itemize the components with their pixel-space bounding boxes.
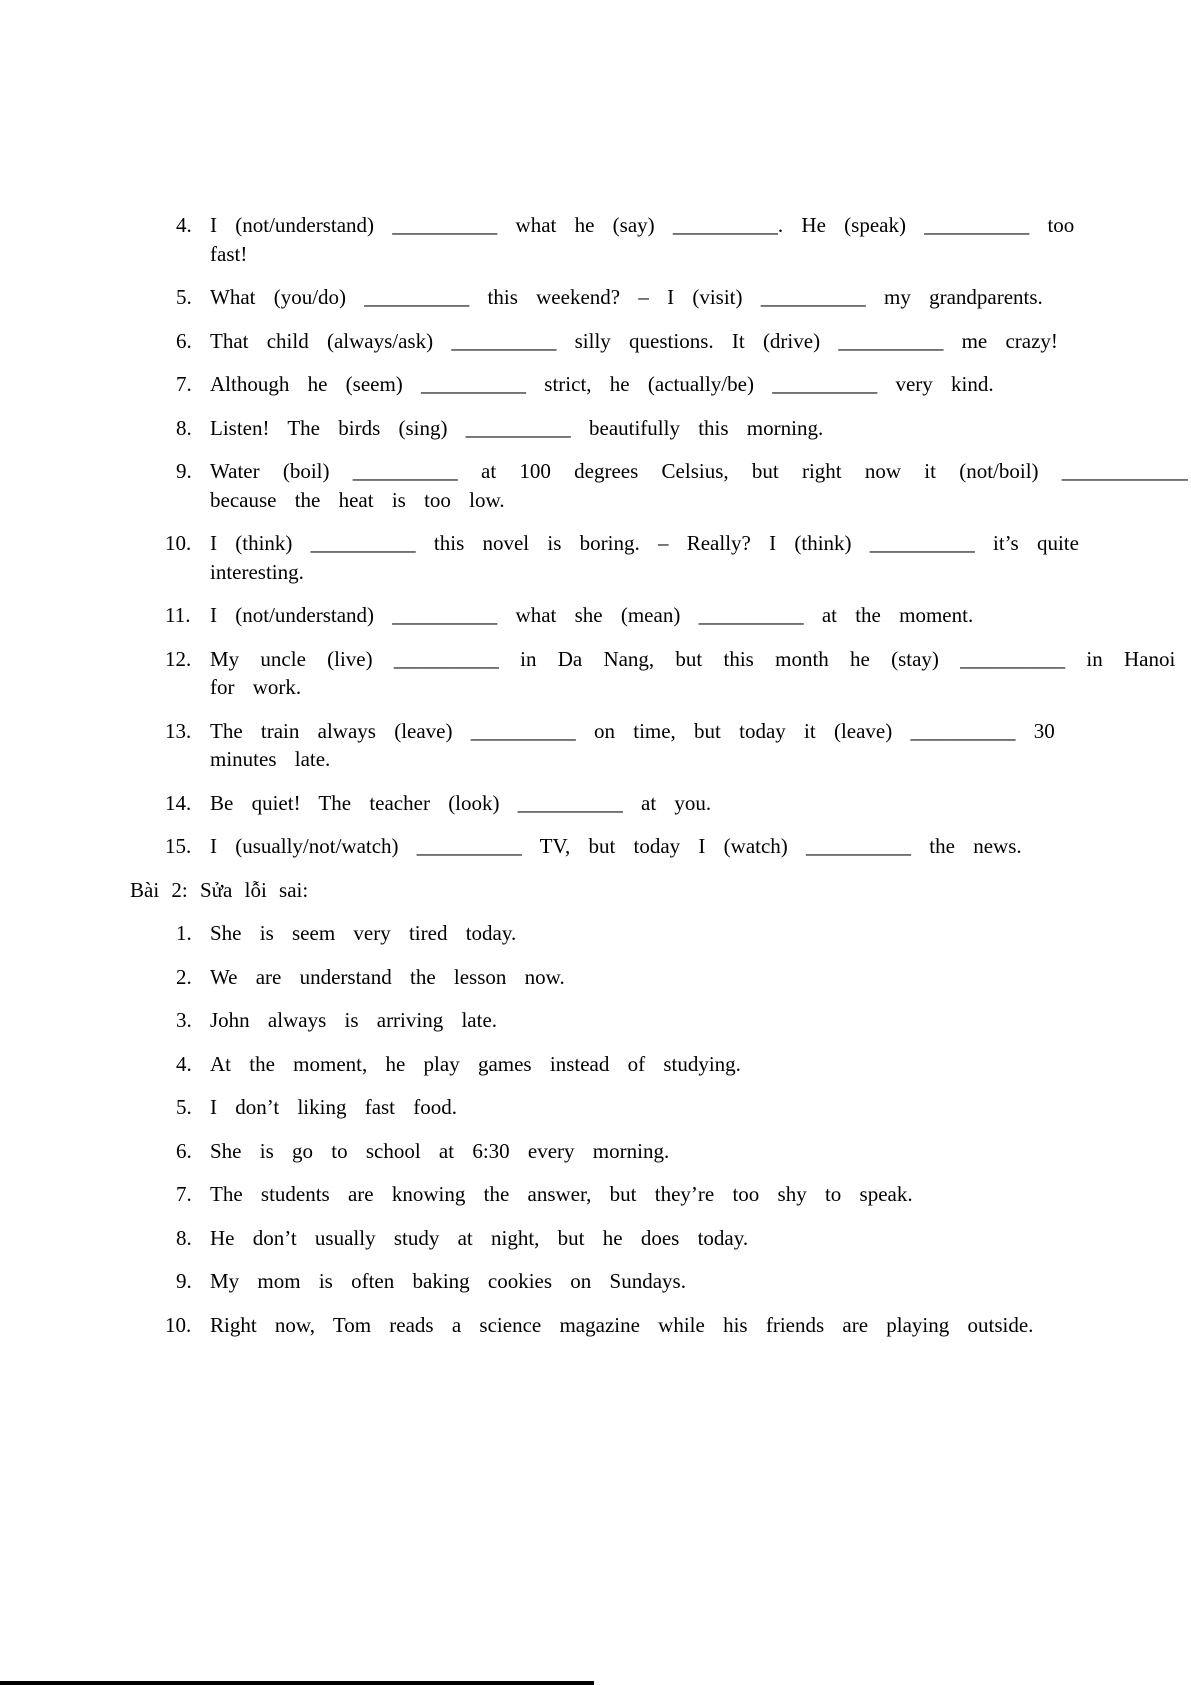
item-number: 10. — [165, 1312, 192, 1337]
item-line: Right now, Tom reads a science magazine while his friends are playing outside. — [210, 1312, 1034, 1337]
item-text — [210, 601, 973, 630]
exercise-item — [165, 1180, 1191, 1209]
item-text — [210, 919, 516, 948]
item-number: 5. — [176, 285, 192, 309]
item-number: 6. — [176, 1138, 192, 1163]
exercise-item — [165, 211, 1191, 268]
exercise-item — [165, 457, 1191, 514]
item-line: What (you/do) __________ this weekend? – I (visit) __________ my grandparents. — [210, 285, 1043, 309]
item-line: I (think) __________ this novel is boring. – Really? I (think) __________ it’s quite — [210, 531, 1079, 555]
item-text — [210, 645, 1175, 702]
exercise-item — [165, 1311, 1191, 1340]
item-line: I (not/understand) __________ what she (mean) __________ at the moment. — [210, 603, 974, 627]
item-text — [210, 211, 1074, 268]
item-text — [210, 457, 1188, 514]
item-text — [210, 1180, 913, 1209]
exercise-item — [165, 414, 1191, 443]
exercise-item — [165, 1267, 1191, 1296]
exercise-item — [165, 1006, 1191, 1035]
exercise-item — [165, 283, 1191, 312]
item-number: 7. — [176, 372, 192, 396]
item-text — [210, 789, 711, 818]
exercise-item — [165, 1093, 1191, 1122]
item-number: 14. — [165, 790, 192, 815]
item-text — [210, 1050, 741, 1079]
exercise-2-heading: Bài 2: Sửa lỗi sai: — [130, 877, 309, 902]
item-text — [210, 832, 1022, 861]
item-line-continuation: because the heat is too low. — [210, 487, 505, 512]
item-line: We are understand the lesson now. — [210, 964, 565, 989]
item-line: The students are knowing the answer, but they’re too shy to speak. — [210, 1182, 913, 1206]
item-number: 7. — [176, 1182, 192, 1206]
item-number: 12. — [165, 646, 192, 671]
item-line: I don’t liking fast food. — [210, 1095, 458, 1119]
item-text — [210, 963, 565, 992]
item-text — [210, 370, 994, 399]
item-number: 8. — [176, 1225, 192, 1250]
exercise-item — [165, 529, 1191, 586]
item-line: That child (always/ask) __________ silly questions. It (drive) __________ me crazy! — [210, 328, 1058, 353]
item-number: 4. — [176, 1051, 192, 1076]
item-line-continuation: fast! — [210, 241, 248, 266]
item-number: 8. — [176, 415, 192, 440]
item-number: 4. — [176, 213, 192, 237]
item-number: 6. — [176, 328, 192, 353]
item-line: My mom is often baking cookies on Sundays. — [210, 1269, 686, 1293]
item-text — [210, 283, 1043, 312]
exercise-item — [165, 963, 1191, 992]
exercise-item — [165, 1050, 1191, 1079]
page-bottom-rule — [0, 1681, 594, 1685]
exercise-item — [165, 789, 1191, 818]
exercise-item — [165, 919, 1191, 948]
exercise-item — [165, 327, 1191, 356]
item-text — [210, 1093, 457, 1122]
exercise-1-item-list — [165, 211, 1191, 861]
item-text — [210, 1224, 748, 1253]
item-number: 2. — [176, 964, 192, 989]
item-line: She is seem very tired today. — [210, 921, 517, 945]
item-number: 9. — [176, 1269, 192, 1293]
item-number: 9. — [176, 459, 192, 483]
item-line-continuation: interesting. — [210, 559, 304, 584]
item-number: 11. — [165, 603, 191, 627]
exercise-item — [165, 601, 1191, 630]
item-line-continuation: for work. — [210, 675, 302, 699]
item-text — [210, 1267, 686, 1296]
exercise-item — [165, 717, 1191, 774]
item-number: 15. — [165, 834, 192, 858]
item-line: I (not/understand) __________ what he (say) __________. He (speak) __________ too — [210, 213, 1075, 237]
item-line: At the moment, he play games instead of studying. — [210, 1051, 741, 1076]
exercise-item — [165, 832, 1191, 861]
item-line: My uncle (live) __________ in Da Nang, but this month he (stay) __________ in Hanoi — [210, 646, 1176, 671]
exercise-item — [165, 370, 1191, 399]
item-line: Although he (seem) __________ strict, he (actually/be) __________ very kind. — [210, 372, 994, 396]
exercise-2-item-list — [165, 919, 1191, 1339]
item-line: Be quiet! The teacher (look) __________ at you. — [210, 790, 712, 815]
exercise-item — [165, 1224, 1191, 1253]
item-text — [210, 1006, 497, 1035]
item-text — [210, 717, 1055, 774]
item-text — [210, 1137, 669, 1166]
item-number: 5. — [176, 1095, 192, 1119]
item-text — [210, 1311, 1033, 1340]
item-number: 1. — [176, 921, 192, 945]
exercise-item — [165, 1137, 1191, 1166]
item-number: 10. — [165, 531, 192, 555]
item-text — [210, 414, 823, 443]
item-text — [210, 327, 1058, 356]
item-line: She is go to school at 6:30 every morning. — [210, 1138, 670, 1163]
item-line: He don’t usually study at night, but he does today. — [210, 1225, 749, 1250]
item-line-continuation: minutes late. — [210, 747, 331, 771]
item-line: Water (boil) __________ at 100 degrees Celsius, but right now it (not/boil) ____________ — [210, 459, 1188, 483]
item-text — [210, 529, 1079, 586]
item-number: 3. — [176, 1008, 192, 1032]
exercise-item — [165, 645, 1191, 702]
item-line: The train always (leave) __________ on time, but today it (leave) __________ 30 — [210, 718, 1055, 743]
item-line: Listen! The birds (sing) __________ beautifully this morning. — [210, 415, 824, 440]
item-line: I (usually/not/watch) __________ TV, but today I (watch) __________ the news. — [210, 834, 1022, 858]
item-line: John always is arriving late. — [210, 1008, 498, 1032]
item-number: 13. — [165, 718, 192, 743]
